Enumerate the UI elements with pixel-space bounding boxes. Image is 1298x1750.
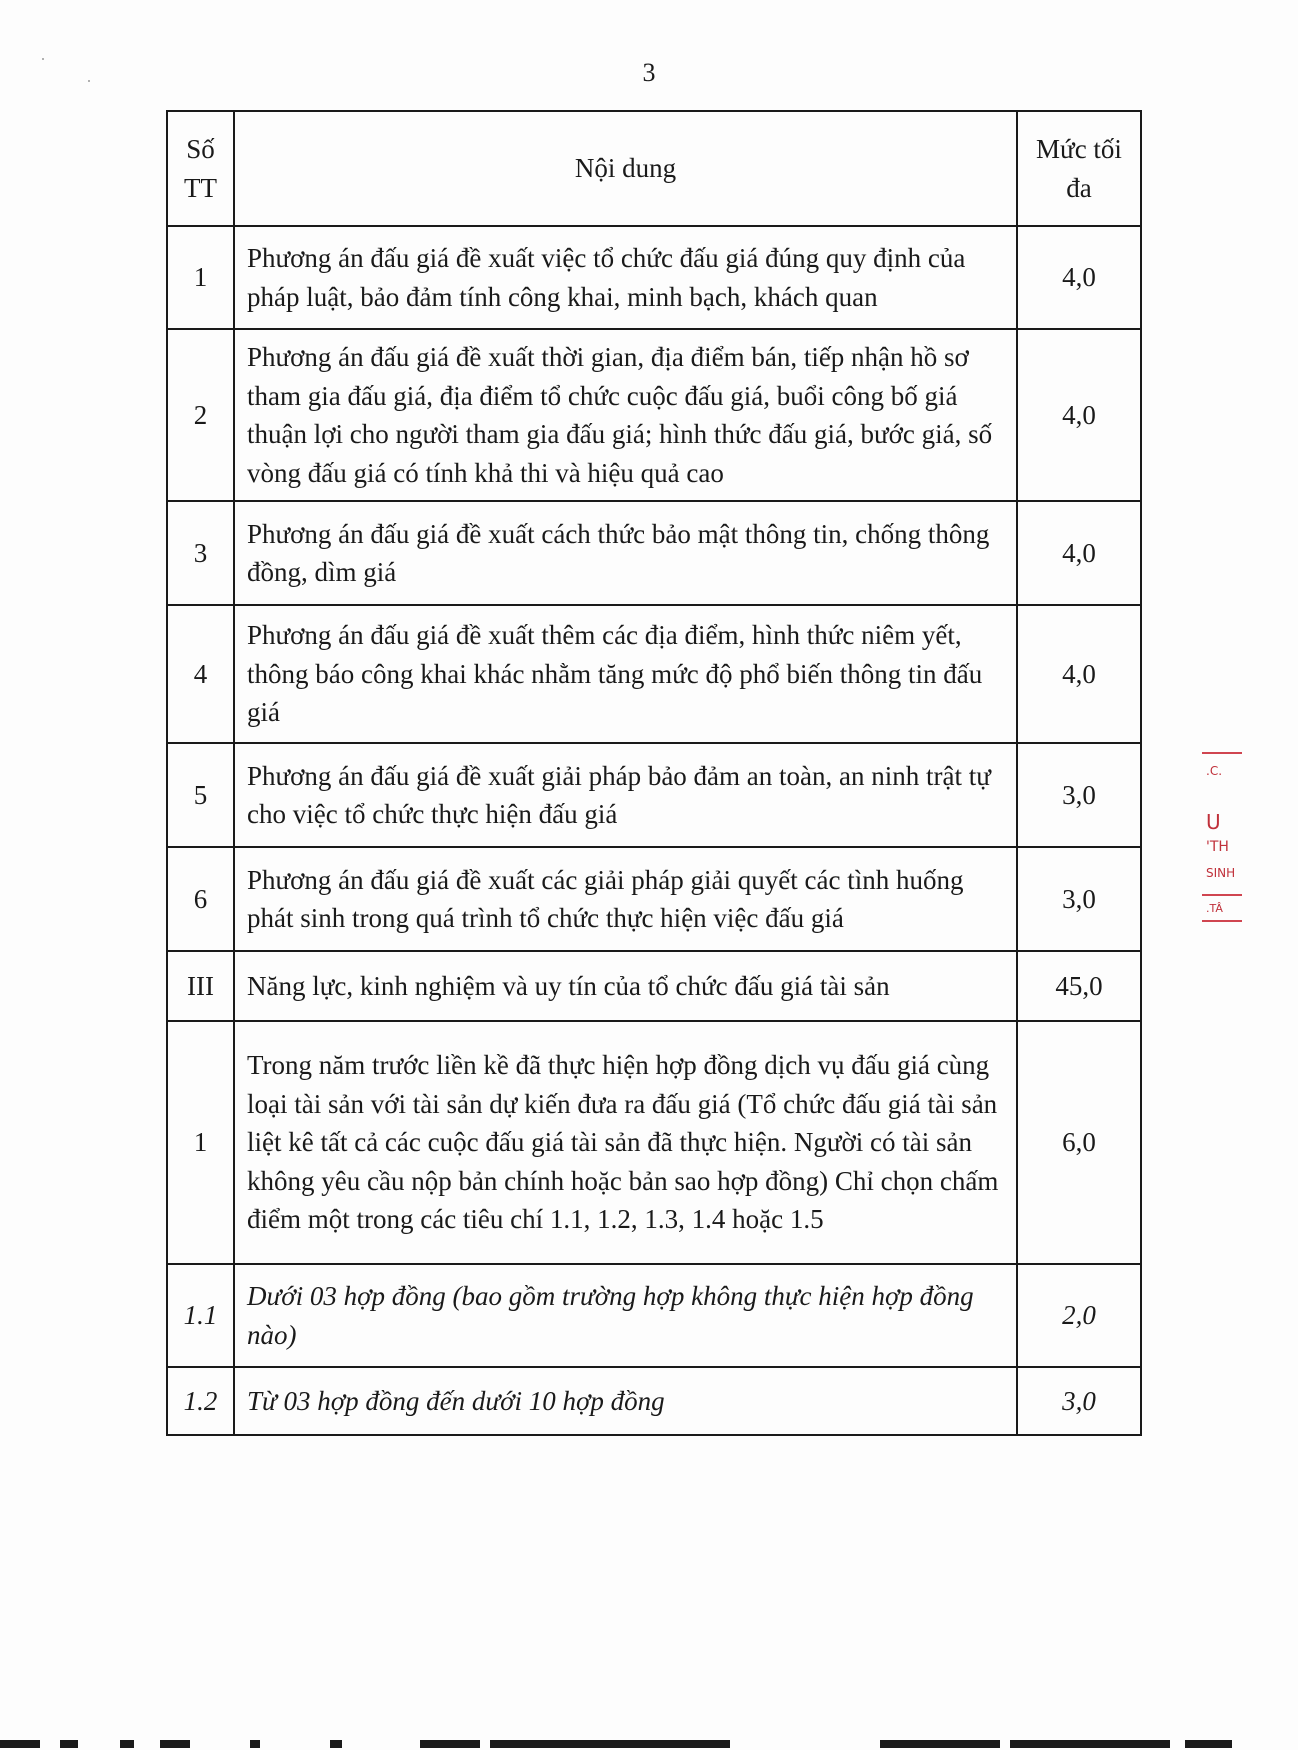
- header-no-line2: TT: [184, 172, 217, 203]
- scan-bar: [160, 1740, 190, 1748]
- row-content: Phương án đấu giá đề xuất thêm các địa điểm, hình thức niêm yết, thông báo công khai khác nhằm tăng mức độ phổ biến thông tin đấu giá: [234, 605, 1017, 743]
- row-max-score: 4,0: [1017, 226, 1141, 329]
- stamp-border-line: [1202, 920, 1242, 922]
- scan-bottom-edge: [0, 1736, 1232, 1750]
- scan-bar: [1185, 1740, 1232, 1748]
- table-row: [167, 329, 1141, 501]
- table-row: [167, 226, 1141, 329]
- scan-bar: [120, 1740, 134, 1748]
- official-stamp-fragment: [1196, 748, 1236, 963]
- row-content: Trong năm trước liền kề đã thực hiện hợp đồng dịch vụ đấu giá cùng loại tài sản với tài sản dự kiến đưa ra đấu giá (Tổ chức đấu giá tài sản liệt kê tất cả các cuộc đấu giá tài sản đã thực hiện. Người có tài sản không yêu cầu nộp bản chính hoặc bản sao hợp đồng) Chỉ chọn chấm điểm một trong các tiêu chí 1.1, 1.2, 1.3, 1.4 hoặc 1.5: [234, 1021, 1017, 1264]
- stamp-text: .TÂ: [1206, 902, 1223, 915]
- scan-speck: [42, 58, 44, 60]
- row-max-score: 4,0: [1017, 605, 1141, 743]
- table-header-row: [167, 111, 1141, 226]
- scan-bar: [1010, 1740, 1170, 1748]
- row-content: Dưới 03 hợp đồng (bao gồm trường hợp không thực hiện hợp đồng nào): [234, 1264, 1017, 1367]
- header-no: [167, 111, 234, 226]
- stamp-border-line: [1202, 752, 1242, 754]
- page-number: 3: [642, 58, 656, 87]
- row-content: Năng lực, kinh nghiệm và uy tín của tổ chức đấu giá tài sản: [234, 951, 1017, 1021]
- row-max-score: 4,0: [1017, 329, 1141, 501]
- scan-bar: [0, 1740, 40, 1748]
- scan-bar: [250, 1740, 260, 1748]
- row-max-score: 3,0: [1017, 847, 1141, 951]
- row-number: 1.2: [167, 1367, 234, 1435]
- row-number: 1: [167, 226, 234, 329]
- stamp-text: .C.: [1206, 764, 1223, 778]
- row-content: Phương án đấu giá đề xuất việc tổ chức đấu giá đúng quy định của pháp luật, bảo đảm tính công khai, minh bạch, khách quan: [234, 226, 1017, 329]
- row-max-score: 6,0: [1017, 1021, 1141, 1264]
- row-max-score: 3,0: [1017, 1367, 1141, 1435]
- header-max-line2: đa: [1066, 172, 1092, 203]
- row-number: 1: [167, 1021, 234, 1264]
- row-content: Phương án đấu giá đề xuất giải pháp bảo đảm an toàn, an ninh trật tự cho việc tổ chức thực hiện đấu giá: [234, 743, 1017, 847]
- row-number: 4: [167, 605, 234, 743]
- scan-bar: [330, 1740, 342, 1748]
- row-max-score: 2,0: [1017, 1264, 1141, 1367]
- row-number: 2: [167, 329, 234, 501]
- scoring-criteria-table: [166, 110, 1142, 1436]
- row-number: 3: [167, 501, 234, 605]
- table-row: [167, 743, 1141, 847]
- header-no-line1: Số: [186, 134, 215, 164]
- scan-bar: [420, 1740, 480, 1748]
- stamp-text: U: [1206, 810, 1221, 834]
- row-number: 5: [167, 743, 234, 847]
- table-row: [167, 501, 1141, 605]
- row-content: Phương án đấu giá đề xuất các giải pháp giải quyết các tình huống phát sinh trong quá trình tổ chức thực hiện việc đấu giá: [234, 847, 1017, 951]
- stamp-text: SINH: [1206, 866, 1236, 880]
- row-max-score: 3,0: [1017, 743, 1141, 847]
- header-max-line1: Mức tối: [1036, 134, 1122, 164]
- row-max-score: 4,0: [1017, 501, 1141, 605]
- row-content: Từ 03 hợp đồng đến dưới 10 hợp đồng: [234, 1367, 1017, 1435]
- scan-speck: [88, 80, 90, 82]
- scan-bar: [880, 1740, 1000, 1748]
- row-content: Phương án đấu giá đề xuất cách thức bảo mật thông tin, chống thông đồng, dìm giá: [234, 501, 1017, 605]
- header-max-score: [1017, 111, 1141, 226]
- stamp-border-line: [1202, 894, 1242, 896]
- table-row: [167, 1264, 1141, 1367]
- scan-bar: [490, 1740, 730, 1748]
- scan-bar: [60, 1740, 78, 1748]
- row-max-score: 45,0: [1017, 951, 1141, 1021]
- row-content: Phương án đấu giá đề xuất thời gian, địa điểm bán, tiếp nhận hồ sơ tham gia đấu giá, địa điểm tổ chức cuộc đấu giá, buổi công bố giá thuận lợi cho người tham gia đấu giá; hình thức đấu giá, bước giá, số vòng đấu giá có tính khả thi và hiệu quả cao: [234, 329, 1017, 501]
- row-number: III: [167, 951, 234, 1021]
- row-number: 6: [167, 847, 234, 951]
- table-row: [167, 847, 1141, 951]
- table-row: [167, 1367, 1141, 1435]
- table-row: [167, 951, 1141, 1021]
- table-row: [167, 1021, 1141, 1264]
- header-content: Nội dung: [234, 111, 1017, 226]
- row-number: 1.1: [167, 1264, 234, 1367]
- table-row: [167, 605, 1141, 743]
- stamp-text: 'TH: [1206, 839, 1229, 855]
